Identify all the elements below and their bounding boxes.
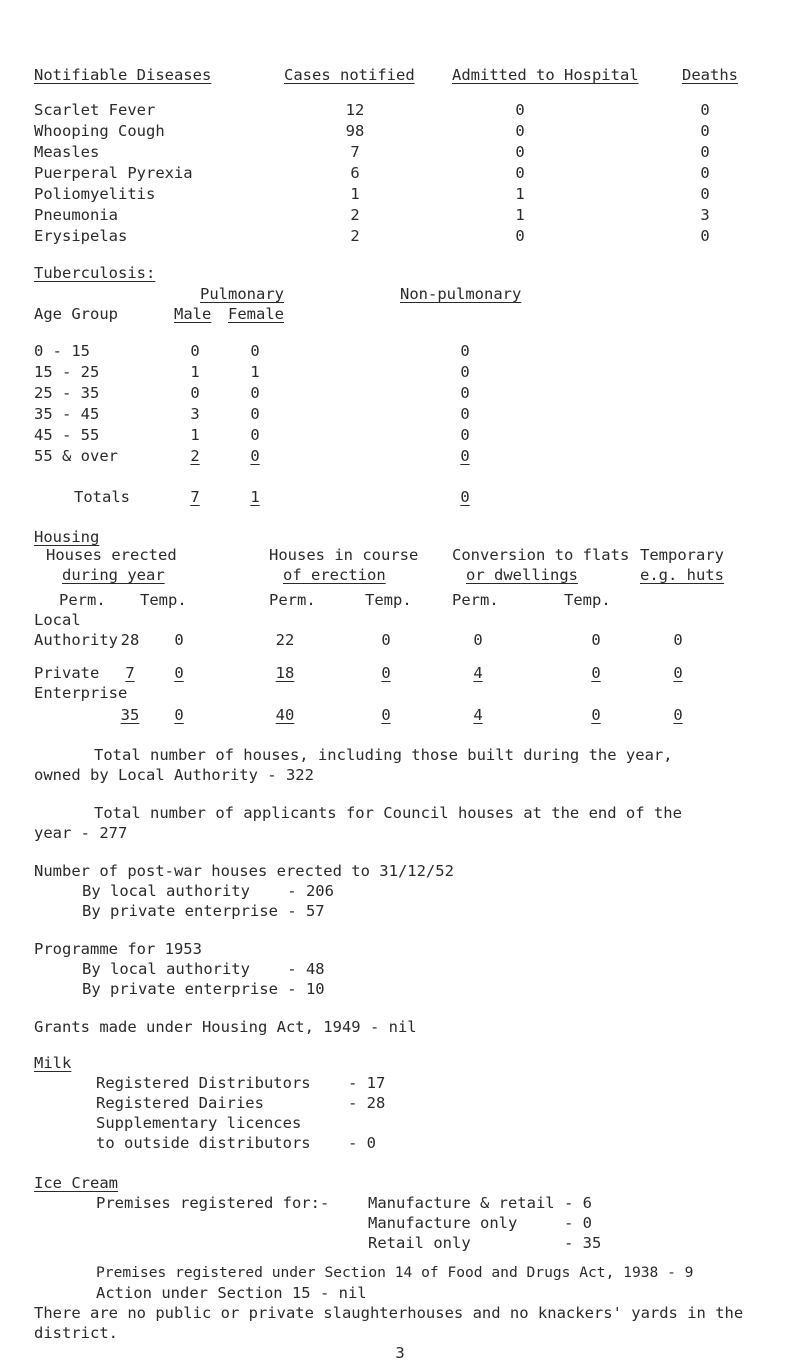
disease-name: Poliomyelitis [34, 185, 156, 203]
erected-perm-total: 35 [120, 706, 140, 724]
male-value: 0 [190, 342, 200, 360]
conversion-perm-total: 4 [473, 706, 483, 724]
course-perm-total: 40 [275, 706, 295, 724]
row-label: Private [34, 664, 100, 682]
male-value: 3 [190, 405, 200, 423]
postwar-houses: Number of post-war houses erected to 31/12/52 [34, 862, 454, 880]
deaths-value: 3 [700, 206, 710, 224]
col-temporary-sub: e.g. huts [640, 566, 724, 584]
header-deaths: Deaths [682, 66, 738, 84]
course-perm: 22 [275, 631, 295, 649]
female-total: 1 [250, 488, 260, 506]
perm-header: Perm. [452, 591, 499, 609]
course-temp: 0 [381, 631, 391, 649]
age-group: 15 - 25 [34, 363, 100, 381]
programme-private-enterprise: By private enterprise - 10 [82, 980, 325, 998]
temp-header: Temp. [564, 591, 611, 609]
admitted-value: 0 [515, 122, 525, 140]
admitted-value: 1 [515, 185, 525, 203]
admitted-value: 0 [515, 101, 525, 119]
age-group: 0 - 15 [34, 342, 90, 360]
page-number: 3 [395, 1344, 405, 1362]
row-label: Authority [34, 631, 118, 649]
admitted-value: 0 [515, 227, 525, 245]
admitted-value: 0 [515, 164, 525, 182]
temporary-total: 0 [673, 706, 683, 724]
admitted-value: 1 [515, 206, 525, 224]
female-value: 0 [250, 384, 260, 402]
cases-value: 98 [345, 122, 365, 140]
postwar-private-enterprise: By private enterprise - 57 [82, 902, 325, 920]
header-cases-notified: Cases notified [284, 66, 415, 84]
deaths-value: 0 [700, 227, 710, 245]
applicants-line: year - 277 [34, 824, 128, 842]
male-total: 7 [190, 488, 200, 506]
conversion-temp: 0 [591, 664, 601, 682]
age-group: 55 & over [34, 447, 118, 465]
cases-value: 1 [350, 185, 360, 203]
milk-line: Supplementary licences [96, 1114, 302, 1132]
col-conversion-sub: or dwellings [466, 566, 578, 584]
deaths-value: 0 [700, 101, 710, 119]
milk-line: Registered Distributors - 17 [96, 1074, 386, 1092]
cases-value: 7 [350, 143, 360, 161]
cases-value: 6 [350, 164, 360, 182]
male-header: Male [174, 305, 212, 323]
female-header: Female [228, 305, 284, 323]
cases-value: 2 [350, 206, 360, 224]
non-pulmonary-header: Non-pulmonary [400, 285, 522, 303]
age-group: 25 - 35 [34, 384, 100, 402]
temporary-value: 0 [673, 664, 683, 682]
age-group-header: Age Group [34, 305, 118, 323]
food-drugs-line: Premises registered under Section 14 of Food and Drugs Act, 1938 - 9 [96, 1264, 694, 1281]
programme-title: Programme for 1953 [34, 940, 202, 958]
col-houses-erected-sub: during year [62, 566, 165, 584]
tuberculosis-title: Tuberculosis: [34, 264, 156, 282]
erected-temp: 0 [174, 664, 184, 682]
ice-cream-line: Manufacture & retail - 6 [368, 1194, 592, 1212]
postwar-local-authority: By local authority - 206 [82, 882, 334, 900]
non-pulmonary-value: 0 [460, 342, 470, 360]
total-owned-line: Total number of houses, including those built during the year, [94, 746, 673, 764]
male-value: 2 [190, 447, 200, 465]
row-label: Enterprise [34, 684, 128, 702]
col-houses-in-course-sub: of erection [283, 566, 386, 584]
temp-header: Temp. [365, 591, 412, 609]
age-group: 45 - 55 [34, 426, 100, 444]
ice-cream-title: Ice Cream [34, 1174, 118, 1192]
non-pulmonary-value: 0 [460, 447, 470, 465]
slaughter-line: district. [34, 1324, 118, 1342]
row-label: Local [34, 611, 81, 629]
perm-header: Perm. [59, 591, 106, 609]
header-admitted-to-hospital: Admitted to Hospital [452, 66, 639, 84]
disease-name: Measles [34, 143, 100, 161]
deaths-value: 0 [700, 185, 710, 203]
female-value: 0 [250, 405, 260, 423]
slaughter-line: There are no public or private slaughterhouses and no knackers' yards in the [34, 1304, 744, 1322]
non-pulmonary-value: 0 [460, 384, 470, 402]
applicants-line: Total number of applicants for Council houses at the end of the [94, 804, 682, 822]
milk-line: to outside distributors - 0 [96, 1134, 376, 1152]
disease-name: Scarlet Fever [34, 101, 156, 119]
erected-temp-total: 0 [174, 706, 184, 724]
age-group: 35 - 45 [34, 405, 100, 423]
deaths-value: 0 [700, 122, 710, 140]
col-houses-erected: Houses erected [46, 546, 177, 564]
non-pulmonary-value: 0 [460, 405, 470, 423]
disease-name: Puerperal Pyrexia [34, 164, 193, 182]
admitted-value: 0 [515, 143, 525, 161]
course-temp-total: 0 [381, 706, 391, 724]
deaths-value: 0 [700, 143, 710, 161]
food-drugs-line: Action under Section 15 - nil [96, 1284, 367, 1302]
female-value: 0 [250, 447, 260, 465]
conversion-temp: 0 [591, 631, 601, 649]
male-value: 1 [190, 363, 200, 381]
erected-perm: 28 [120, 631, 140, 649]
grants-line: Grants made under Housing Act, 1949 - nil [34, 1018, 417, 1036]
course-perm: 18 [275, 664, 295, 682]
cases-value: 2 [350, 227, 360, 245]
disease-name: Pneumonia [34, 206, 118, 224]
female-value: 0 [250, 342, 260, 360]
temp-header: Temp. [140, 591, 187, 609]
total-owned-line: owned by Local Authority - 322 [34, 766, 314, 784]
erected-temp: 0 [174, 631, 184, 649]
non-pulmonary-total: 0 [460, 488, 470, 506]
totals-label: Totals [74, 488, 130, 506]
perm-header: Perm. [269, 591, 316, 609]
conversion-perm: 0 [473, 631, 483, 649]
conversion-perm: 4 [473, 664, 483, 682]
non-pulmonary-value: 0 [460, 363, 470, 381]
male-value: 0 [190, 384, 200, 402]
premises-label: Premises registered for:- [96, 1194, 330, 1212]
male-value: 1 [190, 426, 200, 444]
disease-name: Erysipelas [34, 227, 128, 245]
col-conversion: Conversion to flats [452, 546, 630, 564]
female-value: 0 [250, 426, 260, 444]
col-houses-in-course: Houses in course [269, 546, 419, 564]
housing-title: Housing [34, 528, 100, 546]
deaths-value: 0 [700, 164, 710, 182]
conversion-temp-total: 0 [591, 706, 601, 724]
pulmonary-header: Pulmonary [200, 285, 284, 303]
temporary-value: 0 [673, 631, 683, 649]
ice-cream-line: Retail only - 35 [368, 1234, 602, 1252]
programme-local-authority: By local authority - 48 [82, 960, 325, 978]
cases-value: 12 [345, 101, 365, 119]
non-pulmonary-value: 0 [460, 426, 470, 444]
milk-title: Milk [34, 1054, 72, 1072]
header-notifiable-diseases: Notifiable Diseases [34, 66, 212, 84]
course-temp: 0 [381, 664, 391, 682]
female-value: 1 [250, 363, 260, 381]
milk-line: Registered Dairies - 28 [96, 1094, 386, 1112]
erected-perm: 7 [125, 664, 135, 682]
ice-cream-line: Manufacture only - 0 [368, 1214, 592, 1232]
col-temporary: Temporary [640, 546, 724, 564]
disease-name: Whooping Cough [34, 122, 165, 140]
